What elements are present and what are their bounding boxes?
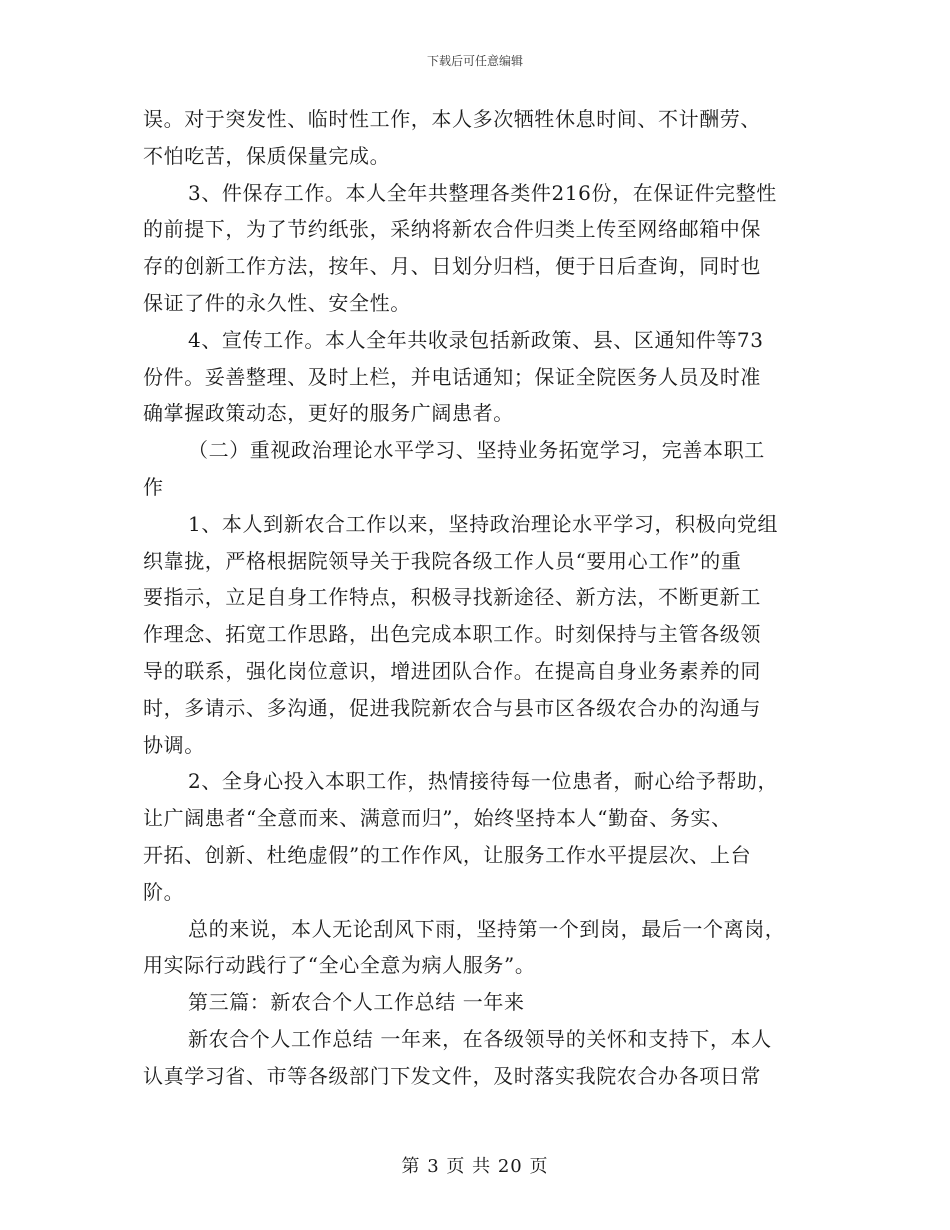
text-line: 1、本人到新农合工作以来，坚持政治理论水平学习，积极向党组 [188, 511, 779, 536]
text-line: 开拓、创新、杜绝虚假”的工作作风，让服务工作水平提层次、上台 [143, 842, 752, 867]
text-line: 作理念、拓宽工作思路，出色完成本职工作。时刻保持与主管各级领 [143, 622, 761, 647]
text-line: 误。对于突发性、临时性工作，本人多次牺牲休息时间、不计酬劳、 [143, 107, 761, 131]
text-line: 份件。妥善整理、及时上栏，并电话通知；保证全院医务人员及时准 [143, 364, 761, 389]
text-line: 4、宣传工作。本人全年共收录包括新政策、县、区通知件等73 [188, 327, 764, 352]
text-line: 3、件保存工作。本人全年共整理各类件216份，在保证件完整性 [188, 180, 777, 205]
text-line: 新农合个人工作总结 一年来，在各级领导的关怀和支持下，本人 [188, 1026, 772, 1051]
text-line: 用实际行动践行了“全心全意为病人服务”。 [143, 953, 536, 978]
text-line: 阶。 [143, 879, 185, 904]
text-line: 不怕吃苦，保质保量完成。 [143, 143, 391, 168]
page-number: 第 3 页 共 20 页 [401, 1156, 549, 1177]
text-line: 总的来说，本人无论刮风下雨，坚持第一个到岗，最后一个离岗， [188, 916, 786, 941]
text-line: 认真学习省、市等各级部门下发文件，及时落实我院农合办各项日常 [143, 1063, 761, 1088]
chapter-title-line: 第三篇：新农合个人工作总结 一年来 [188, 990, 525, 1015]
page-header: 下载后可任意编辑 [426, 54, 523, 68]
text-line: 时，多请示、多沟通，促进我院新农合与县市区各级农合办的沟通与 [143, 695, 761, 720]
document-body [143, 101, 807, 1095]
text-line: 协调。 [143, 732, 205, 757]
text-line: 确掌握政策动态，更好的服务广阔患者。 [143, 401, 514, 426]
text-line: 保证了件的永久性、安全性。 [143, 290, 411, 315]
text-line: 织靠拢，严格根据院领导关于我院各级工作人员“要用心工作”的重 [143, 548, 742, 573]
text-line: 要指示，立足自身工作特点，积极寻找新途径、新方法，不断更新工 [143, 585, 761, 610]
section-heading-line: （二）重视政治理论水平学习、坚持业务拓宽学习，完善本职工 [188, 438, 765, 463]
text-line: 存的创新工作方法，按年、月、日划分归档，便于日后查询，同时也 [143, 254, 761, 279]
text-line: 导的联系，强化岗位意识，增进团队合作。在提高自身业务素养的同 [143, 658, 761, 683]
section-heading-line: 作 [143, 474, 164, 499]
text-line: 让广阔患者“全意而来、满意而归”，始终坚持本人“勤奋、务实、 [143, 806, 732, 831]
text-line: 2、全身心投入本职工作，热情接待每一位患者，耐心给予帮助， [188, 769, 779, 794]
text-line: 的前提下，为了节约纸张，采纳将新农合件归类上传至网络邮箱中保 [143, 217, 761, 242]
